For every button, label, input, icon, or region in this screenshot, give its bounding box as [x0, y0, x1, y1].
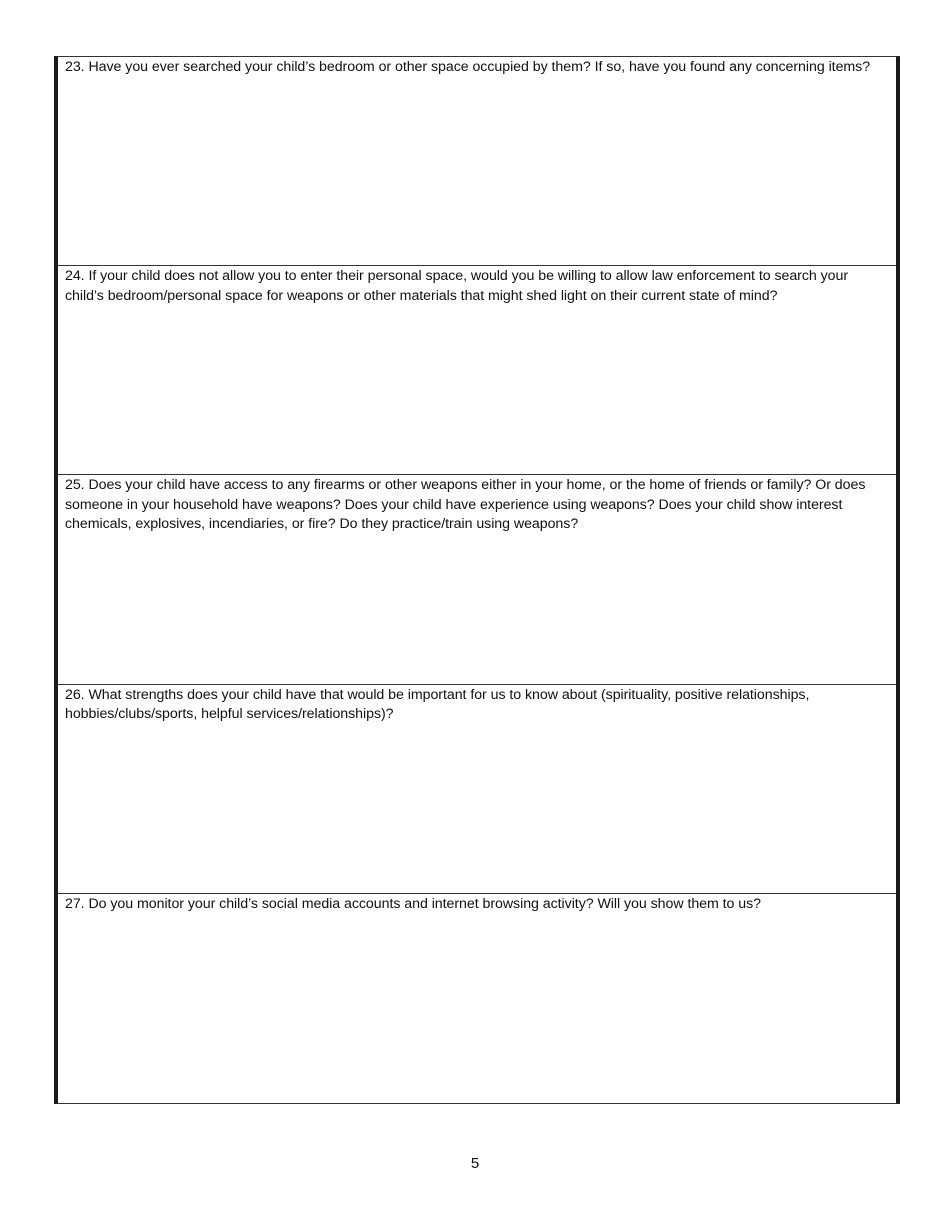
page-number: 5: [470, 1155, 480, 1172]
answer-area-27[interactable]: [58, 894, 896, 1103]
question-cell-26[interactable]: [58, 685, 896, 894]
question-cell-23[interactable]: [58, 57, 896, 266]
answer-area-23[interactable]: [58, 57, 896, 265]
questionnaire-table: [54, 56, 900, 1104]
question-text-23: 23. Have you ever searched your child’s bedroom or other space occupied by them? If so, have you found any concerning items?: [65, 59, 871, 75]
question-text-27: 27. Do you monitor your child’s social media accounts and internet browsing activity? Will you show them to us?: [65, 895, 762, 912]
question-text-24: 24. If your child does not allow you to enter their personal space, would you be willing to allow law enforcement to search your child’s bedroom/personal space for weapons or other materials that might shed light on their current state of mind?: [65, 268, 849, 304]
question-text-25: 25. Does your child have access to any firearms or other weapons either in your home, or the home of friends or family? Or does someone in your household have weapons? Does your child have experience using weapons? Does your child show interest chemicals, explosives, incendiaries, or fire? Do they practice/train using weapons?: [65, 477, 866, 533]
question-cell-27[interactable]: [58, 894, 896, 1103]
question-cell-24[interactable]: [58, 266, 896, 475]
question-cell-25[interactable]: [58, 475, 896, 684]
question-text-26: 26. What strengths does your child have that would be important for us to know about (spirituality, positive relationships, hobbies/clubs/sports, helpful services/relationships)?: [65, 686, 810, 723]
